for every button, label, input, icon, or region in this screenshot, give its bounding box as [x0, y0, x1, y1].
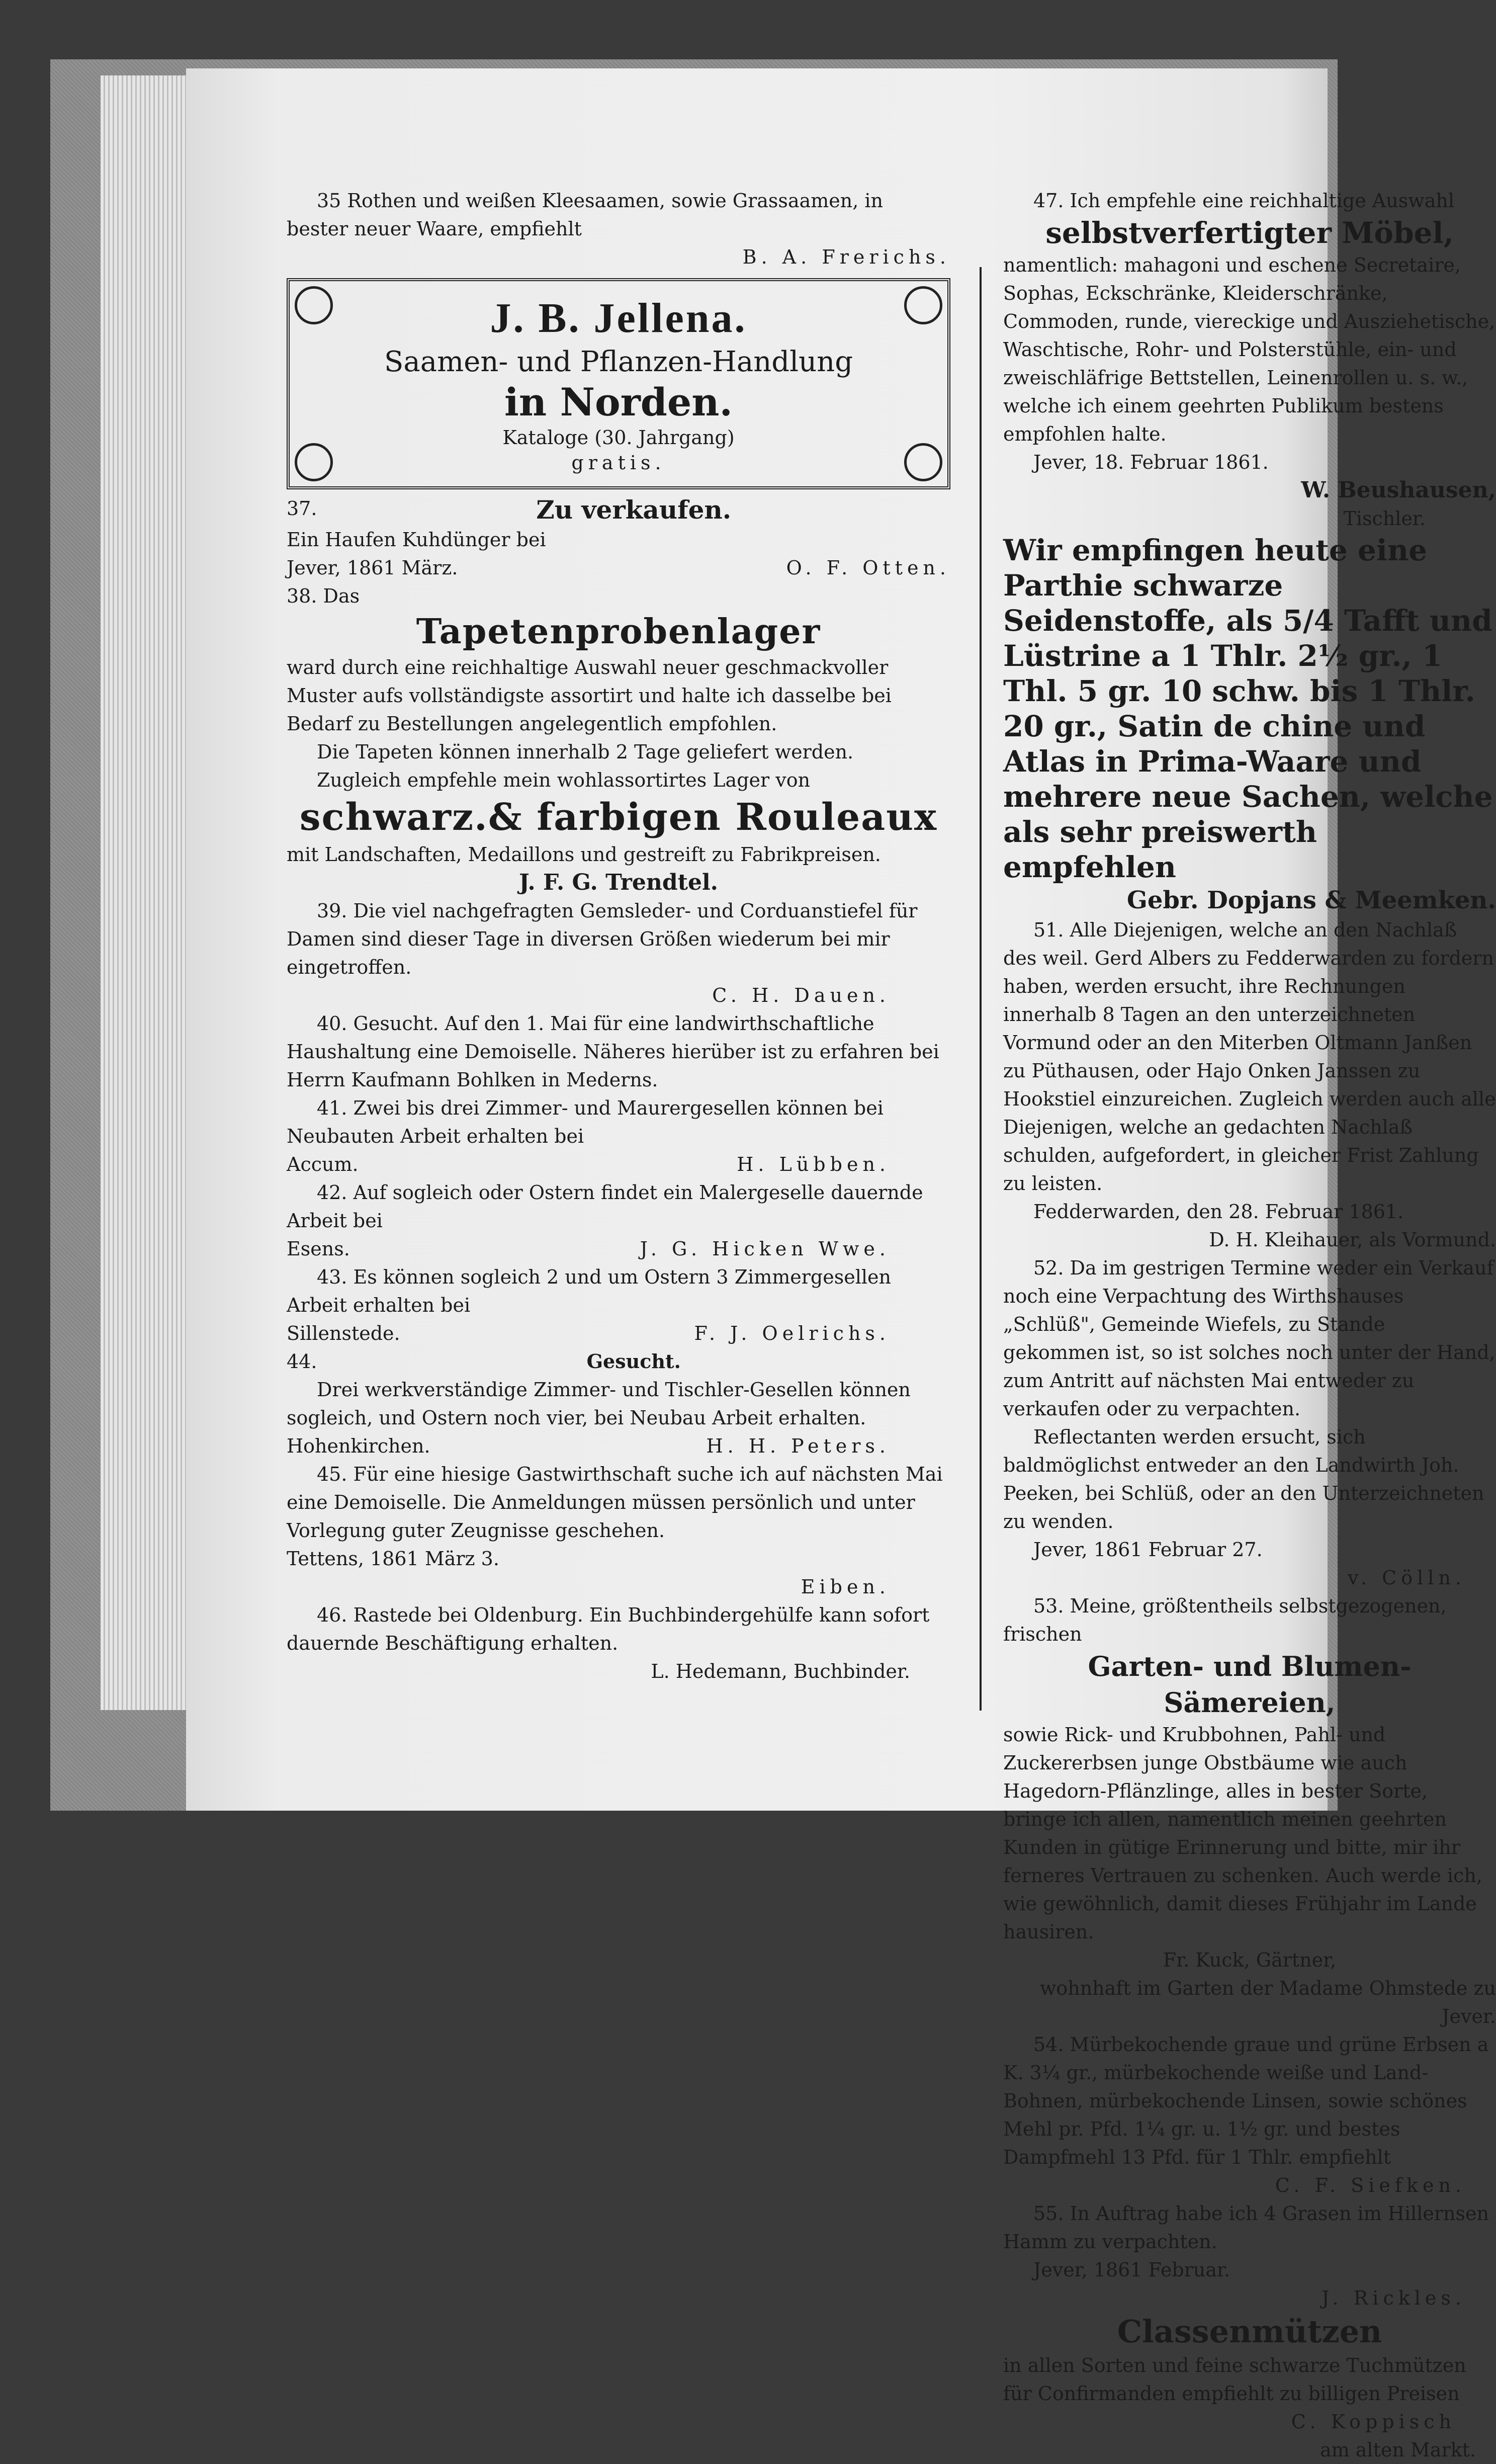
ad-56-address: am alten Markt. — [1320, 2439, 1476, 2461]
ad-38-text-3: Zugleich empfehle mein wohlassortirtes Lager von — [317, 769, 811, 791]
ad-51-text: 51. Alle Diejenigen, welche an den Nachlaß des weil. Gerd Albers zu Fedderwarden zu fordern haben, werden ersucht, ihre Rechnungen innerhalb 8 Tagen an den unterzeichneten Vormund oder an den Miterben Oltmann Janßen zu Püthausen, oder Hajo Onken Janssen zu Hookstiel einzureichen. Zugleich werden auch alle Diejenigen, welche an gedachten Nachlaß schulden, aufgefordert, in gleicher Frist Zahlung zu leisten. — [1003, 919, 1496, 1195]
ad-56-text: in allen Sorten und feine schwarze Tuchmützen für Confirmanden empfiehlt zu billigen Preisen — [1003, 2354, 1466, 2405]
jellena-title: J. B. Jellena. — [490, 295, 747, 342]
ad-38-text-2: Die Tapeten können innerhalb 2 Tage geliefert werden. — [317, 741, 854, 763]
ad-42 — [287, 1178, 950, 1263]
ad-47-trade: Tischler. — [1343, 507, 1426, 530]
ad-38-signature: J. F. G. Trendtel. — [519, 870, 718, 895]
ad-42-signature: J. G. Hicken Wwe. — [640, 1238, 890, 1260]
left-column — [287, 187, 950, 1685]
ad-46-text: 46. Rastede bei Oldenburg. Ein Buchbindergehülfe kann sofort dauernde Beschäftigung erhalten. — [287, 1604, 930, 1654]
ad-45-signature: Eiben. — [801, 1576, 890, 1598]
ad-40-text: 40. Gesucht. Auf den 1. Mai für eine landwirthschaftliche Haushaltung eine Demoiselle. Näheres hierüber ist zu erfahren bei Herrn Kaufmann Bohlken in Mederns. — [287, 1012, 939, 1091]
ad-44-text: Drei werkverständige Zimmer- und Tischler-Gesellen können sogleich, und Ostern noch vier, bei Neubau Arbeit erhalten. — [287, 1379, 911, 1429]
ad-40 — [287, 1009, 950, 1094]
ad-jellena-frame — [287, 278, 950, 489]
ad-41-signature: H. Lübben. — [737, 1153, 890, 1175]
ad-53-intro: 53. Meine, größtentheils selbstgezogenen, frischen — [1003, 1595, 1447, 1645]
ad-54 — [1003, 2030, 1496, 2199]
ad-56-heading: Classenmützen — [1117, 2313, 1382, 2350]
ad-42-place: Esens. — [287, 1238, 350, 1260]
newspaper-page — [186, 68, 1496, 2461]
ad-38-text-1: ward durch eine reichhaltige Auswahl neuer geschmackvoller Muster aufs vollständigste assortirt und halte ich dasselbe bei Bedarf zu Bestellungen angelegentlich empfohlen. — [287, 656, 892, 735]
ad-35-text: 35 Rothen und weißen Kleesaamen, sowie Grassaamen, in bester neuer Waare, empfiehlt — [287, 190, 884, 240]
ad-44-heading: Gesucht. — [586, 1350, 681, 1373]
ad-47-place-date: Jever, 18. Februar 1861. — [1033, 451, 1269, 473]
ad-43-signature: F. J. Oelrichs. — [694, 1322, 890, 1344]
ornament-icon — [295, 443, 333, 481]
page-edges — [101, 75, 196, 1710]
ad-43 — [287, 1263, 950, 1347]
jellena-catalog: Kataloge (30. Jahrgang) — [502, 427, 735, 449]
ad-43-place: Sillenstede. — [287, 1322, 400, 1344]
ad-46-signature: L. Hedemann, Buchbinder. — [651, 1660, 910, 1682]
ad-52-text-1: 52. Da im gestrigen Termine weder ein Verkauf noch eine Verpachtung des Wirthshauses „Schlüß", Gemeinde Wiefels, zu Stande gekommen ist, so ist solches noch unter der Hand, zum Antritt auf nächsten Mai entweder zu verkaufen oder zu verpachten. — [1003, 1257, 1495, 1420]
ad-46 — [287, 1601, 950, 1685]
ad-44-number: 44. — [287, 1350, 317, 1373]
ad-51-place-date: Fedderwarden, den 28. Februar 1861. — [1033, 1201, 1404, 1223]
ad-55-place-date: Jever, 1861 Februar. — [1033, 2259, 1230, 2281]
ad-42-text: 42. Auf sogleich oder Ostern findet ein Malergeselle dauernde Arbeit bei — [287, 1181, 923, 1232]
ad-48-text: Wir empfingen heute eine Parthie schwarze Seidenstoffe, als 5/4 Tafft und Lüstrine a 1 Thlr. 2½ gr., 1 Thl. 5 gr. 10 schw. bis 1 Thlr. 20 gr., Satin de chine und Atlas in Prima-Waare und mehrere neue Sachen, welche als sehr preiswerth empfehlen — [1003, 533, 1493, 884]
ad-51-signature: D. H. Kleihauer, als Vormund. — [1209, 1229, 1496, 1251]
ad-54-signature: C. F. Siefken. — [1275, 2174, 1466, 2196]
ad-38-heading: Tapetenprobenlager — [416, 612, 821, 652]
ad-52 — [1003, 1254, 1496, 1592]
ornament-icon — [904, 286, 942, 324]
ad-35-signature: B. A. Frerichs. — [742, 246, 950, 268]
ad-41-place: Accum. — [287, 1153, 359, 1175]
ad-39 — [287, 897, 950, 1009]
ad-37-signature: O. F. Otten. — [786, 557, 950, 579]
ad-44-place: Hohenkirchen. — [287, 1435, 430, 1457]
ad-47-signature: W. Beushausen, — [1301, 477, 1496, 503]
ad-47-text: namentlich: mahagoni und eschene Secretaire, Sophas, Eckschränke, Kleiderschränke, Commoden, runde, viereckige und Ausziehetische, Waschtische, Rohr- und Polsterstühle, ein- und zweischläfrige Bettstellen, Leinenrollen u. s. w., welche ich einem geehrten Publikum bestens empfohlen halte. — [1003, 254, 1495, 445]
jellena-subtitle: Saamen- und Pflanzen-Handlung — [384, 346, 853, 378]
ad-37-text: Ein Haufen Kuhdünger bei — [287, 529, 546, 551]
ad-35 — [287, 187, 950, 271]
ad-37-heading: Zu verkaufen. — [536, 495, 732, 525]
ad-44-signature: H. H. Peters. — [706, 1435, 890, 1457]
ad-38-text-4: mit Landschaften, Medaillons und gestreift zu Fabrikpreisen. — [287, 843, 881, 866]
ad-45 — [287, 1460, 950, 1601]
ad-43-text: 43. Es können sogleich 2 und um Ostern 3 Zimmergesellen Arbeit erhalten bei — [287, 1266, 891, 1316]
ad-51 — [1003, 916, 1496, 1254]
ad-37-place-date: Jever, 1861 März. — [287, 557, 458, 579]
ad-55 — [1003, 2199, 1496, 2312]
ad-56-signature: C. Koppisch — [1291, 2411, 1456, 2433]
ad-45-text: 45. Für eine hiesige Gastwirthschaft suche ich auf nächsten Mai eine Demoiselle. Die Anmeldungen müssen persönlich und unter Vorlegung guter Zeugnisse geschehen. — [287, 1463, 943, 1542]
ad-47 — [1003, 187, 1496, 533]
ad-53-address: wohnhaft im Garten der Madame Ohmstede zu Jever. — [1039, 1977, 1496, 2027]
ad-47-heading: selbstverfertigter Möbel, — [1045, 216, 1454, 250]
ad-39-text: 39. Die viel nachgefragten Gemsleder- und Corduanstiefel für Damen sind dieser Tage in diversen Größen wiederum bei mir eingetroffen. — [287, 900, 918, 978]
right-column — [1003, 187, 1496, 2464]
ad-39-signature: C. H. Dauen. — [712, 984, 890, 1006]
ad-54-text: 54. Mürbekochende graue und grüne Erbsen a K. 3¼ gr., mürbekochende weiße und Land-Bohnen, mürbekochende Linsen, sowie schönes Mehl pr. Pfd. 1¼ gr. u. 1½ gr. und bestes Dampfmehl 13 Pfd. für 1 Thlr. empfiehlt — [1003, 2033, 1489, 2168]
ad-47-intro: 47. Ich empfehle eine reichhaltige Auswahl — [1033, 190, 1455, 212]
ad-48-signature: Gebr. Dopjans & Meemken. — [1126, 886, 1496, 914]
ad-38 — [287, 582, 950, 897]
jellena-place: in Norden. — [504, 380, 733, 424]
ad-45-place-date: Tettens, 1861 März 3. — [287, 1548, 499, 1570]
ad-52-text-2: Reflectanten werden ersucht, sich baldmöglichst entweder an den Landwirth Joh. Peeken, bei Schlüß, oder an den Unterzeichneten zu wenden. — [1003, 1426, 1484, 1533]
ad-53-text: sowie Rick- und Krubbohnen, Pahl- und Zuckererbsen junge Obstbäume wie auch Hagedorn-Pflänzlinge, alles in bester Sorte, bringe ich allen, namentlich meinen geehrten Kunden in gütige Erinnerung und bitte, mir ihr ferneres Vertrauen zu schenken. Auch werde ich, wie gewöhnlich, damit dieses Frühjahr im Lande hausiren. — [1003, 1724, 1482, 1943]
ad-52-place-date: Jever, 1861 Februar 27. — [1033, 1539, 1263, 1561]
ad-55-signature: J. Rickles. — [1322, 2287, 1466, 2309]
column-divider — [980, 267, 982, 1711]
ad-37 — [287, 494, 950, 582]
ad-56 — [1003, 2312, 1496, 2464]
ad-53 — [1003, 1592, 1496, 2030]
ad-37-number: 37. — [287, 497, 317, 520]
ad-48 — [1003, 533, 1496, 916]
ad-41 — [287, 1094, 950, 1178]
ad-38-heading-2: schwarz.& farbigen Rouleaux — [299, 796, 938, 839]
ad-41-text: 41. Zwei bis drei Zimmer- und Maurergesellen können bei Neubauten Arbeit erhalten bei — [287, 1097, 884, 1147]
ad-53-heading: Garten- und Blumen-Sämereien, — [1088, 1650, 1412, 1719]
ornament-icon — [904, 443, 942, 481]
ad-53-signature: Fr. Kuck, Gärtner, — [1163, 1949, 1337, 1971]
ad-44 — [287, 1347, 950, 1460]
ad-38-intro: 38. Das — [287, 585, 360, 607]
ad-52-signature: v. Cölln. — [1348, 1567, 1466, 1589]
ornament-icon — [295, 286, 333, 324]
ad-55-text: 55. In Auftrag habe ich 4 Grasen im Hillernsen Hamm zu verpachten. — [1003, 2202, 1489, 2253]
jellena-gratis: gratis. — [571, 452, 666, 474]
